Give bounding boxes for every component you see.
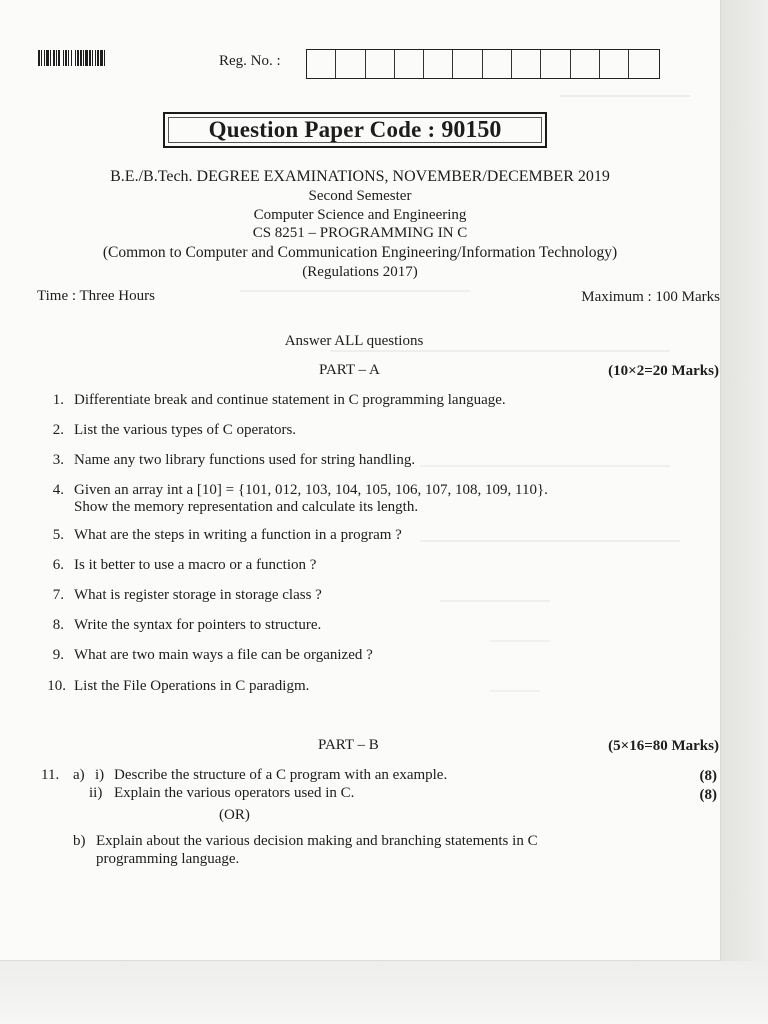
question-paper-code-box: [163, 112, 547, 148]
semester: Second Semester: [308, 188, 412, 204]
question-text: Given an array int a [10] = {101, 012, 103, 104, 105, 106, 107, 108, 109, 110}.: [74, 482, 548, 498]
part-a-title: PART – A: [319, 362, 380, 378]
question-text-line2: Show the memory representation and calculate its length.: [74, 499, 419, 515]
scan-edge-bottom: [0, 961, 768, 1024]
question-number: 1.: [52, 392, 64, 408]
question-text: Name any two library functions used for string handling.: [74, 452, 416, 468]
question-number: 6.: [52, 557, 64, 573]
reg-no-digit-box[interactable]: [336, 50, 365, 78]
q11-a-label: a): [73, 767, 85, 783]
q11-a-i-text: Describe the structure of a C program with an example.: [114, 767, 448, 783]
reg-no-digit-box[interactable]: [571, 50, 600, 78]
question-text: Differentiate break and continue statement in C programming language.: [74, 392, 506, 408]
question-paper-code: 90150: [441, 116, 502, 143]
regulations: (Regulations 2017): [302, 264, 418, 280]
question-paper-code-label: Question Paper Code :: [208, 117, 436, 142]
reg-no-digit-box[interactable]: [366, 50, 395, 78]
scan-edge-right: [721, 0, 768, 961]
q11-b-text: Explain about the various decision making and branching statements in C: [96, 833, 538, 849]
question-text: What are the steps in writing a function in a program ?: [74, 527, 402, 543]
question-text: List the various types of C operators.: [74, 422, 297, 438]
reg-no-digit-box[interactable]: [424, 50, 453, 78]
instruction: Answer ALL questions: [284, 333, 424, 349]
maximum-marks: Maximum : 100 Marks: [581, 289, 720, 305]
part-b-title: PART – B: [318, 737, 379, 753]
reg-no-digit-box[interactable]: [629, 50, 658, 78]
common-note: (Common to Computer and Communication Engineering/Information Technology): [102, 244, 618, 261]
question-number: 9.: [52, 647, 64, 663]
question-number: 3.: [52, 452, 64, 468]
q11-or: (OR): [219, 807, 250, 823]
question-number: 10.: [47, 678, 66, 694]
q11-a-ii-marks: (8): [699, 787, 717, 803]
reg-no-boxes[interactable]: [306, 49, 660, 79]
question-number: 4.: [52, 482, 64, 498]
part-b-marks: (5×16=80 Marks): [608, 738, 719, 754]
branch: Computer Science and Engineering: [253, 207, 467, 223]
question-text: Is it better to use a macro or a function ?: [74, 557, 317, 573]
question-number: 5.: [52, 527, 64, 543]
barcode: [38, 50, 138, 66]
course-title: CS 8251 – PROGRAMMING IN C: [252, 225, 468, 241]
reg-no-label: Reg. No. :: [219, 53, 281, 69]
q11-a-i-label: i): [95, 767, 105, 783]
reg-no-digit-box[interactable]: [395, 50, 424, 78]
exam-duration: Time : Three Hours: [37, 288, 155, 304]
question-text: List the File Operations in C paradigm.: [74, 678, 310, 694]
question-text: What is register storage in storage class ?: [74, 587, 322, 603]
part-a-marks: (10×2=20 Marks): [608, 363, 719, 379]
reg-no-digit-box[interactable]: [483, 50, 512, 78]
reg-no-digit-box[interactable]: [307, 50, 336, 78]
question-number: 2.: [52, 422, 64, 438]
q11-number: 11.: [41, 767, 60, 783]
q11-a-ii-label: ii): [89, 785, 103, 801]
q11-a-i-marks: (8): [699, 768, 717, 784]
question-text: Write the syntax for pointers to structure.: [74, 617, 322, 633]
reg-no-digit-box[interactable]: [512, 50, 541, 78]
reg-no-digit-box[interactable]: [541, 50, 570, 78]
q11-b-label: b): [73, 833, 86, 849]
reg-no-digit-box[interactable]: [453, 50, 482, 78]
question-number: 7.: [52, 587, 64, 603]
reg-no-digit-box[interactable]: [600, 50, 629, 78]
question-number: 8.: [52, 617, 64, 633]
q11-b-text-line2: programming language.: [96, 851, 240, 867]
q11-a-ii-text: Explain the various operators used in C.: [114, 785, 355, 801]
barcode-bar: [105, 50, 107, 66]
question-text: What are two main ways a file can be organized ?: [74, 647, 373, 663]
exam-title: B.E./B.Tech. DEGREE EXAMINATIONS, NOVEMBER/DECEMBER 2019: [110, 168, 610, 185]
